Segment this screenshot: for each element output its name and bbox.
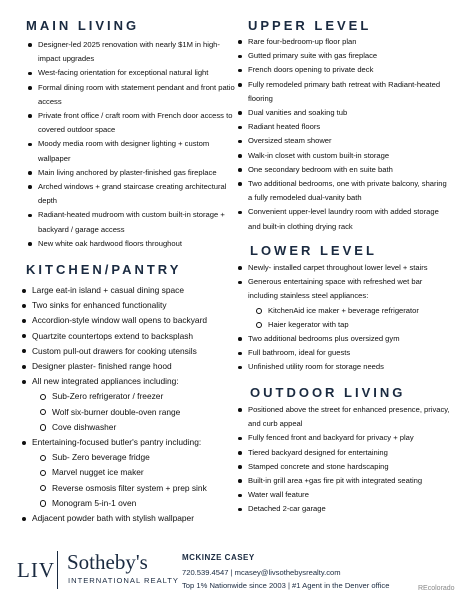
list-item: Water wall feature [238,488,450,502]
list-item: Radiant-heated mudroom with custom built-in storage + backyard / garage access [28,208,240,236]
liv-logo: LIV [17,558,55,582]
main-living-list [28,38,240,251]
list-item [238,275,450,332]
list-item: Arched windows + grand staircase creating architectural depth [28,180,240,208]
list-item: Designer plaster- finished range hood [22,359,240,374]
list-item: Gutted primary suite with gas fireplace [238,49,450,63]
list-item: Two additional bedrooms plus oversized gym [238,332,450,346]
lower-appliance-list [256,304,450,332]
list-item: Detached 2-car garage [238,502,450,516]
sub-list-item: Sub-Zero refrigerator / freezer [40,389,240,404]
list-item: Full bathroom, ideal for guests [238,346,450,360]
footer [0,538,463,600]
list-item: Moody media room with designer lighting + custom wallpaper [28,137,240,165]
list-item: Custom pull-out drawers for cooking utensils [22,344,240,359]
list-item: Two additional bedrooms, one with private balcony, sharing a fully remodeled dual-vanity bath [238,177,450,205]
list-item: Convenient upper-level laundry room with added storage and built-in clothing drying rack [238,205,450,233]
agent-contact: 720.539.4547 | mcasey@livsothebysrealty.com [182,568,341,577]
list-item: French doors opening to private deck [238,63,450,77]
logo-divider [57,551,58,589]
list-item: Designer-led 2025 renovation with nearly $1M in high-impact upgrades [28,38,240,66]
sub-list [40,389,240,435]
sub-list-item: Cove dishwasher [40,420,240,435]
list-item: Quartzite countertops extend to backsplash [22,329,240,344]
list-item: Radiant heated floors [238,120,450,134]
kitchen-heading: KITCHEN/PANTRY [26,262,182,277]
lower-level-heading: LOWER LEVEL [250,243,377,258]
list-item: Two sinks for enhanced functionality [22,298,240,313]
list-item: Large eat-in island + casual dining space [22,283,240,298]
list-item: Unfinished utility room for storage needs [238,360,450,374]
list-item: West-facing orientation for exceptional natural light [28,66,240,80]
list-item: Built-in grill area +gas fire pit with integrated seating [238,474,450,488]
list-item: Accordion-style window wall opens to backyard [22,313,240,328]
realty-label: INTERNATIONAL REALTY [68,576,179,585]
list-item: KitchenAid ice maker + beverage refrigerator [256,304,450,318]
list-item: Rare four-bedroom-up floor plan [238,35,450,49]
sub-list-item: Wolf six-burner double-oven range [40,405,240,420]
list-item: Haier kegerator with tap [256,318,450,332]
upper-level-heading: UPPER LEVEL [248,18,372,33]
list-item: Dual vanities and soaking tub [238,106,450,120]
lower-level-list [238,261,450,375]
list-item-text: Generous entertaining space with refreshed wet bar including stainless steel appliances: [248,277,423,301]
upper-level-list [238,35,450,234]
outdoor-living-heading: OUTDOOR LIVING [250,385,406,400]
list-item: Stamped concrete and stone hardscaping [238,460,450,474]
list-item: Positioned above the street for enhanced presence, privacy, and curb appeal [238,403,450,431]
sub-list-item: Sub- Zero beverage fridge [40,450,240,465]
kitchen-list [22,283,240,526]
list-item: Fully fenced front and backyard for privacy + play [238,431,450,445]
sothebys-logo: Sotheby's [67,550,148,574]
list-item [22,374,240,435]
list-item: Tiered backyard designed for entertaining [238,446,450,460]
sub-list-item: Reverse osmosis filter system + prep sink [40,481,240,496]
list-item: Main living anchored by plaster-finished gas fireplace [28,166,240,180]
outdoor-living-list [238,403,450,517]
list-item: Walk-in closet with custom built-in storage [238,149,450,163]
list-item-text: All new integrated appliances including: [32,376,179,387]
sub-list-item: Marvel nugget ice maker [40,465,240,480]
list-item: Newly- installed carpet throughout lower level + stairs [238,261,450,275]
list-item: Fully remodeled primary bath retreat with Radiant-heated flooring [238,78,450,106]
list-item: Private front office / craft room with French door access to covered outdoor space [28,109,240,137]
list-item: Formal dining room with statement pendant and front patio access [28,81,240,109]
agent-rank: Top 1% Nationwide since 2003 | #1 Agent in the Denver office [182,581,390,590]
sub-list-item: Monogram 5-in-1 oven [40,496,240,511]
list-item: One secondary bedroom with en suite bath [238,163,450,177]
sub-list [40,450,240,511]
list-item: Oversized steam shower [238,134,450,148]
list-item [22,435,240,511]
list-item: Adjacent powder bath with stylish wallpaper [22,511,240,526]
list-item-text: Entertaining-focused butler's pantry including: [32,437,202,448]
watermark: REcolorado [418,585,455,592]
main-living-heading: MAIN LIVING [26,18,140,33]
list-item: New white oak hardwood floors throughout [28,237,240,251]
agent-name: MCKINZE CASEY [182,553,255,562]
